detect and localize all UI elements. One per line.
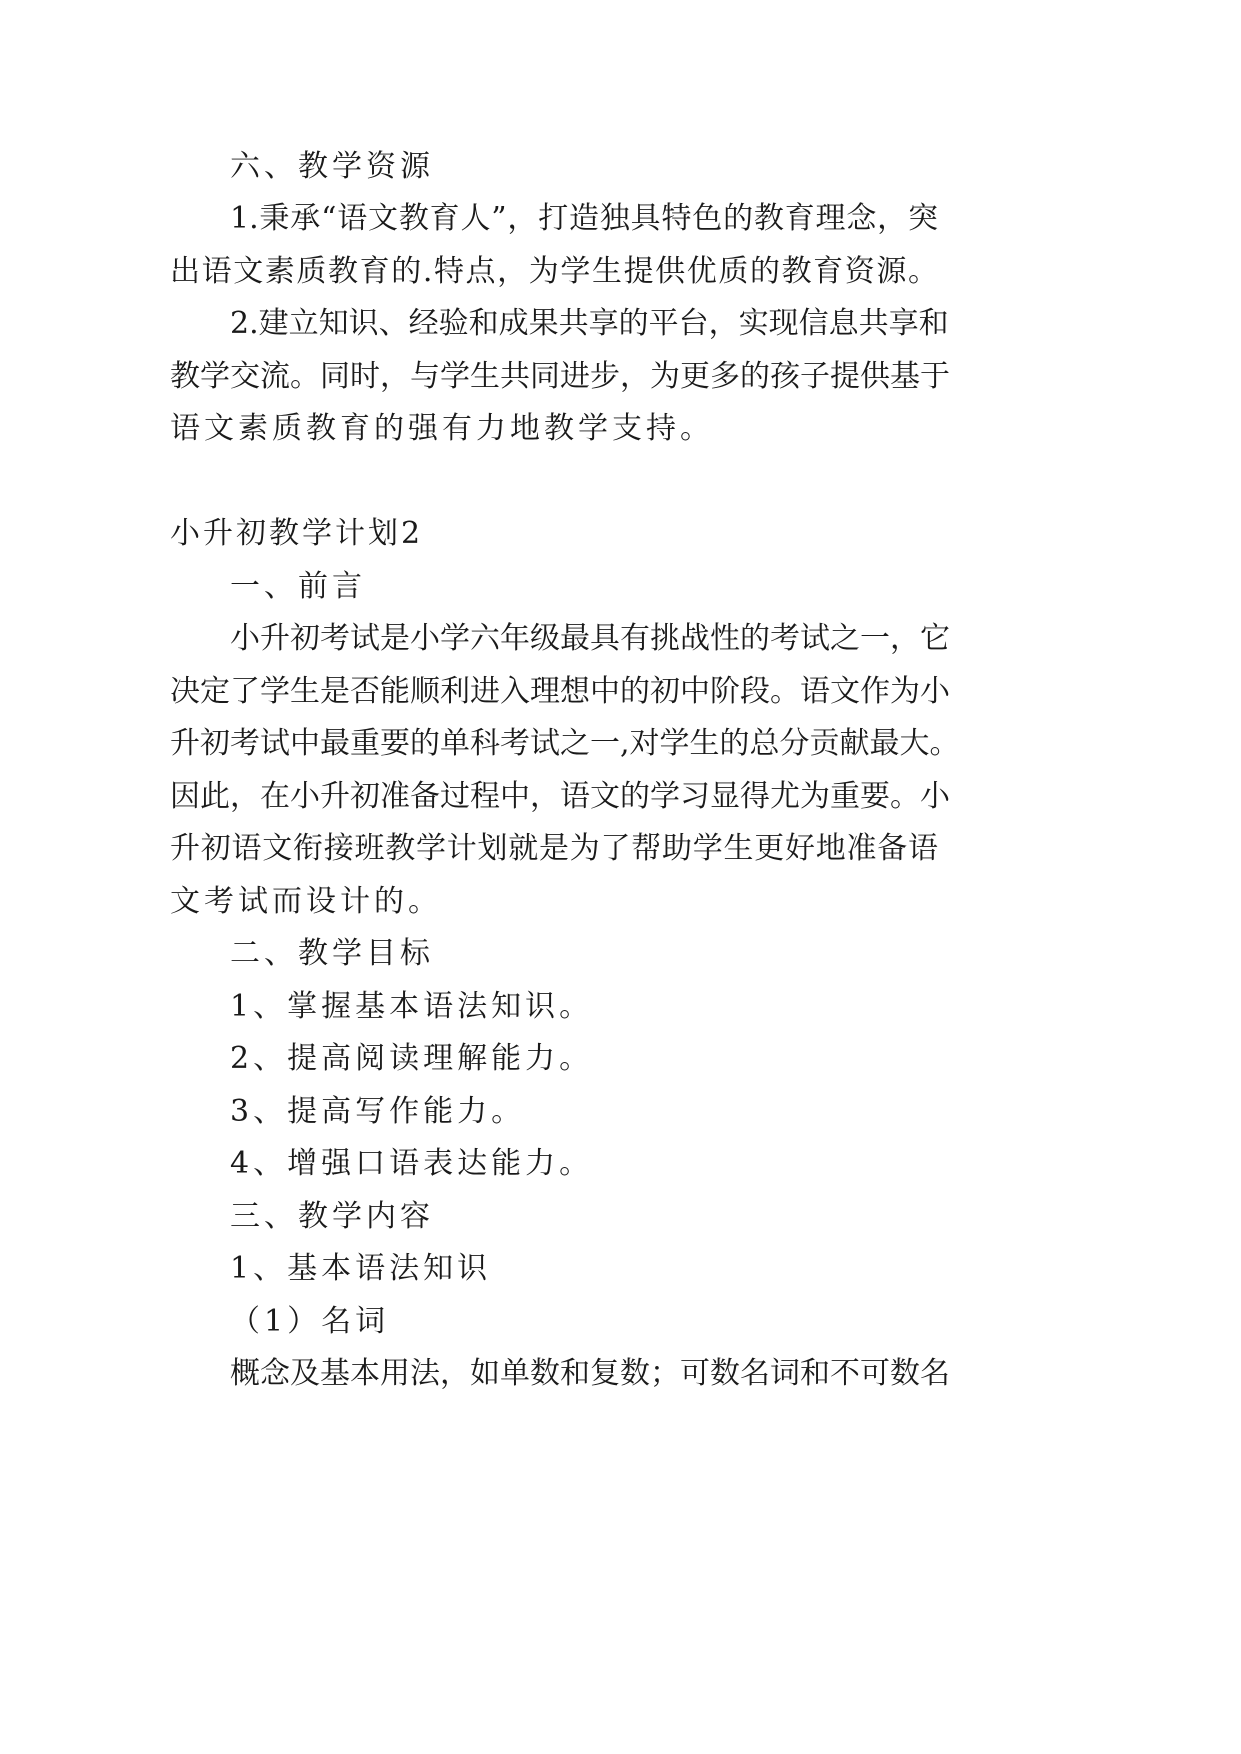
section-heading-content: 三、教学内容 <box>230 1199 434 1234</box>
section-heading-preface: 一、前言 <box>230 569 366 604</box>
document-title: 小升初教学计划2 <box>170 516 424 551</box>
paragraph-line: 升初考试中最重要的单科考试之一,对学生的总分贡献最大。 <box>170 726 960 761</box>
section-heading-goals: 二、教学目标 <box>230 936 434 971</box>
list-item: 3、提高写作能力。 <box>230 1094 526 1129</box>
list-item: 4、增强口语表达能力。 <box>230 1146 594 1181</box>
paragraph-line: 因此，在小升初准备过程中，语文的学习显得尤为重要。小 <box>170 779 950 814</box>
list-item: 1、基本语法知识 <box>230 1251 492 1286</box>
list-item: 2、提高阅读理解能力。 <box>230 1041 594 1076</box>
section-heading-teaching-resources: 六、教学资源 <box>230 149 434 184</box>
list-item: （1）名词 <box>230 1304 390 1339</box>
list-item: 1、掌握基本语法知识。 <box>230 989 594 1024</box>
paragraph-line: 教学交流。同时，与学生共同进步，为更多的孩子提供基于 <box>170 359 950 394</box>
paragraph-line: 概念及基本用法，如单数和复数；可数名词和不可数名 <box>230 1356 950 1391</box>
paragraph-line: 出语文素质教育的.特点，为学生提供优质的教育资源。 <box>170 254 938 289</box>
paragraph-line: 文考试而设计的。 <box>170 884 442 919</box>
paragraph-line: 决定了学生是否能顺利进入理想中的初中阶段。语文作为小 <box>170 674 950 709</box>
paragraph-line: 1.秉承“语文教育人”，打造独具特色的教育理念，突 <box>230 201 938 236</box>
paragraph-line: 2.建立知识、经验和成果共享的平台，实现信息共享和 <box>230 306 949 341</box>
paragraph-line: 小升初考试是小学六年级最具有挑战性的考试之一，它 <box>230 621 950 656</box>
paragraph-line: 升初语文衔接班教学计划就是为了帮助学生更好地准备语 <box>170 831 938 866</box>
paragraph-line: 语文素质教育的强有力地教学支持。 <box>170 411 714 446</box>
